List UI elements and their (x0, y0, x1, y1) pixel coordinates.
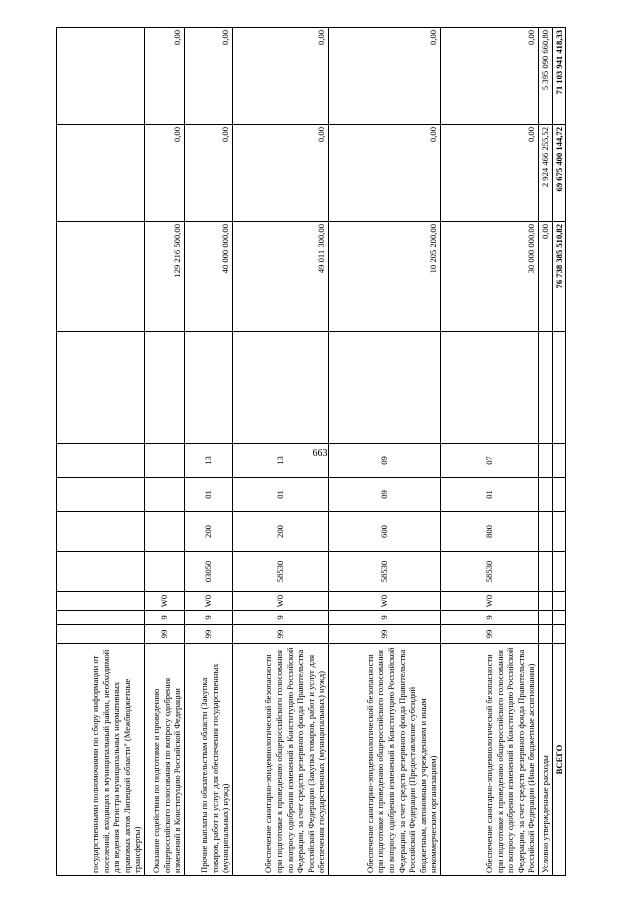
table-row (441, 28, 539, 876)
expense-type-cell: 600 (329, 512, 441, 552)
expense-code-cell (145, 552, 185, 592)
amount-2023-cell: 0,00 (233, 28, 329, 125)
direction-code-cell: W0 (185, 592, 233, 611)
table-row (329, 28, 441, 876)
table-row (57, 28, 145, 876)
subsection-cell: 09 (329, 444, 441, 478)
amount-2021-cell: 10 205 200,00 (329, 222, 441, 332)
direction-code-cell (552, 592, 566, 611)
expense-code-cell (539, 552, 553, 592)
program-code-cell (539, 625, 553, 644)
section-cell (539, 478, 553, 512)
direction-code-cell: W0 (145, 592, 185, 611)
amount-2022-cell: 69 675 400 144,72 (552, 125, 566, 222)
direction-code-cell: W0 (233, 592, 329, 611)
table-row (233, 28, 329, 876)
extra-cell (539, 332, 553, 444)
amount-2022-cell: 2 924 466 255,52 (539, 125, 553, 222)
amount-2021-cell (57, 222, 145, 332)
subsection-cell (145, 444, 185, 478)
table-body (57, 28, 566, 876)
expense-code-cell: 58530 (441, 552, 539, 592)
extra-cell (552, 332, 566, 444)
amount-2021-cell: 76 738 385 510,82 (552, 222, 566, 332)
subprogram-code-cell: 9 (185, 611, 233, 625)
subsection-cell (539, 444, 553, 478)
program-code-cell (57, 625, 145, 644)
program-code-cell: 99 (441, 625, 539, 644)
section-cell: 09 (329, 478, 441, 512)
name-cell: ВСЕГО (552, 644, 566, 876)
expense-type-cell: 200 (185, 512, 233, 552)
subsection-cell: 13 (185, 444, 233, 478)
table-row (539, 28, 553, 876)
expense-type-cell: 200 (233, 512, 329, 552)
subsection-cell (57, 444, 145, 478)
amount-2023-cell: 71 103 941 418,33 (552, 28, 566, 125)
budget-table (56, 27, 566, 876)
subprogram-code-cell: 9 (329, 611, 441, 625)
amount-2023-cell: 5 395 090 660,80 (539, 28, 553, 125)
subsection-cell (552, 444, 566, 478)
section-cell (57, 478, 145, 512)
section-cell: 01 (185, 478, 233, 512)
subprogram-code-cell: 9 (233, 611, 329, 625)
table-row (552, 28, 566, 876)
amount-2021-cell: 30 000 000,00 (441, 222, 539, 332)
subprogram-code-cell (57, 611, 145, 625)
direction-code-cell (539, 592, 553, 611)
expense-type-cell (539, 512, 553, 552)
table-row (145, 28, 185, 876)
amount-2021-cell: 0,00 (539, 222, 553, 332)
program-code-cell (552, 625, 566, 644)
subsection-cell: 07 (441, 444, 539, 478)
amount-2022-cell: 0,00 (145, 125, 185, 222)
amount-2022-cell: 0,00 (185, 125, 233, 222)
extra-cell (57, 332, 145, 444)
expense-type-cell (57, 512, 145, 552)
amount-2022-cell: 0,00 (233, 125, 329, 222)
section-cell (145, 478, 185, 512)
table-row (185, 28, 233, 876)
name-cell: Условно утвержденные расходы (539, 644, 553, 876)
program-code-cell: 99 (185, 625, 233, 644)
subsection-cell: 13 (233, 444, 329, 478)
amount-2021-cell: 129 216 500,00 (145, 222, 185, 332)
amount-2021-cell: 49 011 300,00 (233, 222, 329, 332)
name-cell: Обеспечение санитарно-эпидемиологической безопасности при подготовке к проведению общероссийского голосования по вопросу одобрения изменений в Конституцию Российской Федерации, за счет средств резервного фонда Правительства Российской Федерации (Закупка товаров, работ и услуг для обеспечения государственных (муниципальных) нужд) (233, 644, 329, 876)
name-cell: Оказание содействия по подготовке и проведению общероссийского голосования по вопросу одобрения изменений в Конституцию Российской Федерации (145, 644, 185, 876)
page-number: 663 (312, 448, 328, 459)
extra-cell (145, 332, 185, 444)
amount-2022-cell: 0,00 (441, 125, 539, 222)
section-cell (552, 478, 566, 512)
extra-cell (185, 332, 233, 444)
expense-code-cell (552, 552, 566, 592)
program-code-cell: 99 (329, 625, 441, 644)
name-cell: Обеспечение санитарно-эпидемиологической безопасности при подготовке к проведению общероссийского голосования по вопросу одобрения изменений в Конституцию Российской Федерации, за счет средств резервного фонда Правительства Российской Федерации (Иные бюджетные ассигнования) (441, 644, 539, 876)
amount-2022-cell (57, 125, 145, 222)
expense-code-cell (57, 552, 145, 592)
direction-code-cell: W0 (441, 592, 539, 611)
expense-type-cell: 800 (441, 512, 539, 552)
amount-2023-cell: 0,00 (441, 28, 539, 125)
extra-cell (233, 332, 329, 444)
program-code-cell: 99 (233, 625, 329, 644)
subprogram-code-cell: 9 (441, 611, 539, 625)
rotated-budget-table (56, 28, 564, 876)
subprogram-code-cell (539, 611, 553, 625)
amount-2023-cell: 0,00 (185, 28, 233, 125)
name-cell: Обеспечение санитарно-эпидемиологической безопасности при подготовке к проведению общероссийского голосования по вопросу одобрения изменений в Конституцию Российской Федерации, за счет средств резервного фонда Правительства Российской Федерации (Предоставление субсидий бюджетным, автономным учреждениям и иным некоммерческим организациям) (329, 644, 441, 876)
amount-2022-cell: 0,00 (329, 125, 441, 222)
expense-code-cell: 58530 (233, 552, 329, 592)
amount-2021-cell: 40 000 000,00 (185, 222, 233, 332)
name-cell: Прочие выплаты по обязательствам области (Закупка товаров, работ и услуг для обеспечения государственных (муниципальных) нужд) (185, 644, 233, 876)
extra-cell (329, 332, 441, 444)
program-code-cell: 99 (145, 625, 185, 644)
direction-code-cell: W0 (329, 592, 441, 611)
expense-type-cell (145, 512, 185, 552)
subprogram-code-cell: 9 (145, 611, 185, 625)
section-cell: 01 (441, 478, 539, 512)
subprogram-code-cell (552, 611, 566, 625)
direction-code-cell (57, 592, 145, 611)
amount-2023-cell: 0,00 (329, 28, 441, 125)
expense-code-cell: 58530 (329, 552, 441, 592)
extra-cell (441, 332, 539, 444)
expense-code-cell: 03050 (185, 552, 233, 592)
name-cell: государственными полномочиями по сбору информации от поселений, входящих в муниципальный район, необходимой для ведения Регистра муниципальных нормативных правовых актов Липецкой области" (Межбюджетные трансферты) (57, 644, 145, 876)
expense-type-cell (552, 512, 566, 552)
amount-2023-cell: 0,00 (145, 28, 185, 125)
amount-2023-cell (57, 28, 145, 125)
section-cell: 01 (233, 478, 329, 512)
